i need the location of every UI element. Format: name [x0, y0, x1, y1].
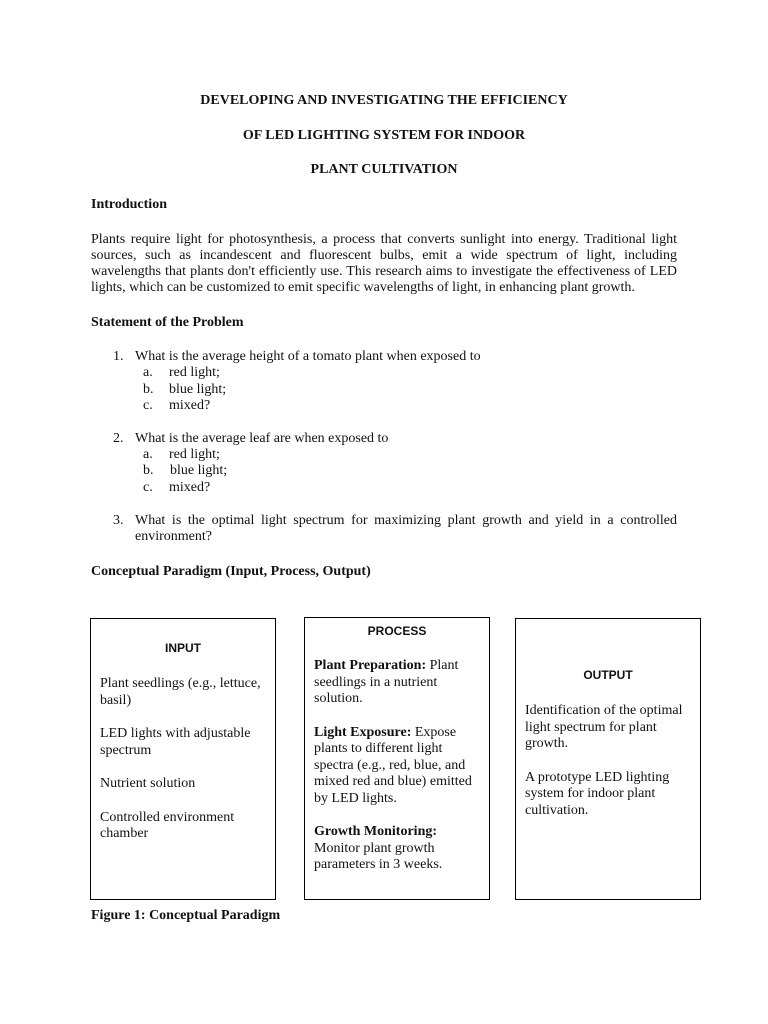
option-letter: a.: [143, 447, 153, 462]
option-letter: a.: [143, 365, 153, 380]
option-text: red light;: [169, 365, 220, 380]
figure-caption: Figure 1: Conceptual Paradigm: [91, 908, 281, 923]
option-text: blue light;: [170, 463, 228, 478]
option-text: mixed?: [169, 398, 211, 413]
output-box: [515, 618, 701, 900]
process-item-text: Monitor plant growth parameters in 3 weeks.: [314, 840, 443, 872]
question-text: What is the optimal light spectrum for maximizing plant growth and yield in a controlled environment?: [135, 513, 677, 544]
process-item-monitoring: [314, 824, 479, 874]
input-item: Plant seedlings (e.g., lettuce, basil): [100, 676, 261, 708]
paradigm-heading: Conceptual Paradigm (Input, Process, Output): [91, 564, 371, 579]
input-box: [90, 618, 276, 900]
process-item-label: Growth Monitoring:: [314, 824, 438, 839]
process-item-exposure: [314, 725, 479, 808]
option-letter: b.: [143, 382, 154, 397]
input-item: Controlled environment chamber: [100, 809, 235, 841]
input-item: LED lights with adjustable spectrum: [100, 726, 251, 758]
process-box-body: [314, 658, 479, 891]
process-item-label: Light Exposure:: [314, 724, 412, 740]
output-item: Identification of the optimal light spectrum for plant growth.: [525, 703, 683, 751]
problem-heading: Statement of the Problem: [91, 315, 244, 330]
process-item-preparation: [314, 658, 479, 708]
input-box-title: INPUT: [165, 641, 201, 655]
input-item: Nutrient solution: [100, 776, 196, 791]
output-item: A prototype LED lighting system for indoor plant cultivation.: [525, 769, 670, 818]
option-text: mixed?: [169, 480, 211, 495]
process-item-label: Plant Preparation:: [314, 658, 427, 673]
title-line-2: OF LED LIGHTING SYSTEM FOR INDOOR: [242, 128, 526, 143]
process-box-title: PROCESS: [367, 624, 427, 638]
introduction-heading: Introduction: [91, 197, 167, 212]
output-box-title: OUTPUT: [583, 668, 633, 682]
option-letter: b.: [143, 463, 154, 478]
question-number: 1.: [113, 349, 124, 364]
option-letter: c.: [143, 480, 153, 495]
title-line-3: PLANT CULTIVATION: [310, 162, 458, 177]
output-box-body: [525, 703, 695, 836]
option-text: blue light;: [169, 382, 227, 397]
process-item-text: Expose plants to different light spectra (e.g., red, blue, and mixed red and blue) emitted by LED lights.: [314, 724, 472, 806]
option-text: red light;: [169, 447, 220, 462]
introduction-paragraph: Plants require light for photosynthesis, a process that converts sunlight into energy. Traditional light sources, such as incandescent and fluorescent bulbs, emit a wide spectrum of light, including wavelengths that plants don't efficiently use. This research aims to investigate the effectiveness of LED lights, which can be customized to emit specific wavelengths of light, in enhancing plant growth.: [91, 232, 677, 295]
question-text: What is the average leaf are when exposed to: [135, 431, 389, 446]
question-number: 2.: [113, 431, 124, 446]
question-number: 3.: [113, 513, 124, 528]
process-box: [304, 617, 490, 900]
input-box-body: [100, 676, 270, 860]
question-text: What is the average height of a tomato plant when exposed to: [135, 349, 481, 364]
process-item-text: Plant seedlings in a nutrient solution.: [314, 658, 459, 706]
title-line-1: DEVELOPING AND INVESTIGATING THE EFFICIENCY: [200, 93, 568, 108]
option-letter: c.: [143, 398, 153, 413]
